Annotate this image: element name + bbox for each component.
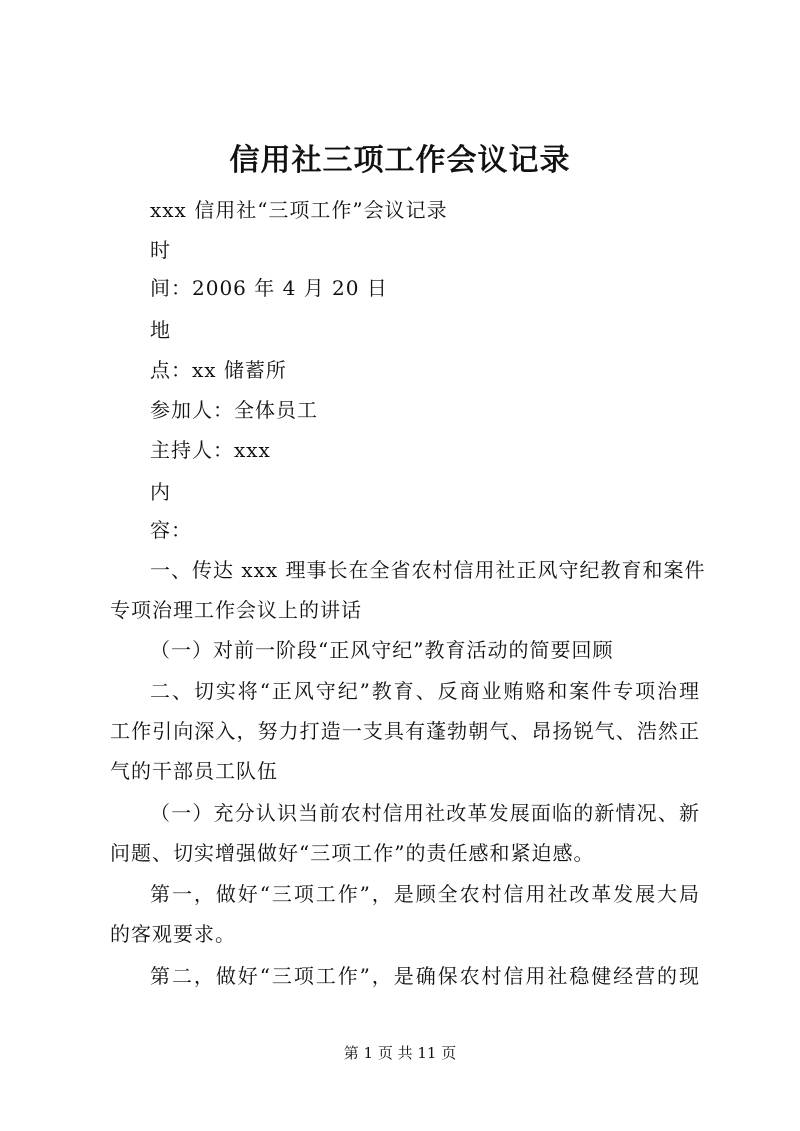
- location-label-part: 地: [150, 318, 171, 342]
- document-title: 信用社三项工作会议记录: [229, 143, 571, 178]
- time-value: 间：2006 年 4 月 20 日: [150, 276, 388, 300]
- host: 主持人：xxx: [150, 438, 271, 462]
- attendees: 参加人：全体员工: [150, 398, 318, 422]
- page-number: 第 1 页 共 11 页: [343, 1044, 457, 1062]
- paragraph-line: 气的干部员工队伍: [110, 759, 278, 783]
- paragraph-line: （一）充分认识当前农村信用社改革发展面临的新情况、新: [150, 801, 700, 825]
- time-label-part: 时: [150, 238, 171, 262]
- content-label: 容：: [150, 518, 192, 542]
- paragraph-line: 第二，做好“三项工作”，是确保农村信用社稳健经营的现: [150, 964, 700, 988]
- paragraph-line: 问题、切实增强做好“三项工作”的责任感和紧迫感。: [110, 841, 595, 865]
- paragraph-line: 工作引向深入，努力打造一支具有蓬勃朝气、昂扬锐气、浩然正: [110, 719, 700, 743]
- paragraph-line: 的客观要求。: [110, 922, 236, 946]
- content-label-part: 内: [150, 480, 171, 504]
- paragraph-line: 一、传达 xxx 理事长在全省农村信用社正风守纪教育和案件: [150, 558, 706, 582]
- paragraph-line: 第一，做好“三项工作”，是顾全农村信用社改革发展大局: [150, 882, 700, 906]
- paragraph-line: （一）对前一阶段“正风守纪”教育活动的简要回顾: [150, 638, 614, 662]
- location-value: 点：xx 储蓄所: [150, 358, 287, 382]
- paragraph-line: 二、切实将“正风守纪”教育、反商业贿赂和案件专项治理: [150, 679, 700, 703]
- meeting-heading: xxx 信用社“三项工作”会议记录: [150, 198, 448, 222]
- paragraph-line: 专项治理工作会议上的讲话: [110, 598, 362, 622]
